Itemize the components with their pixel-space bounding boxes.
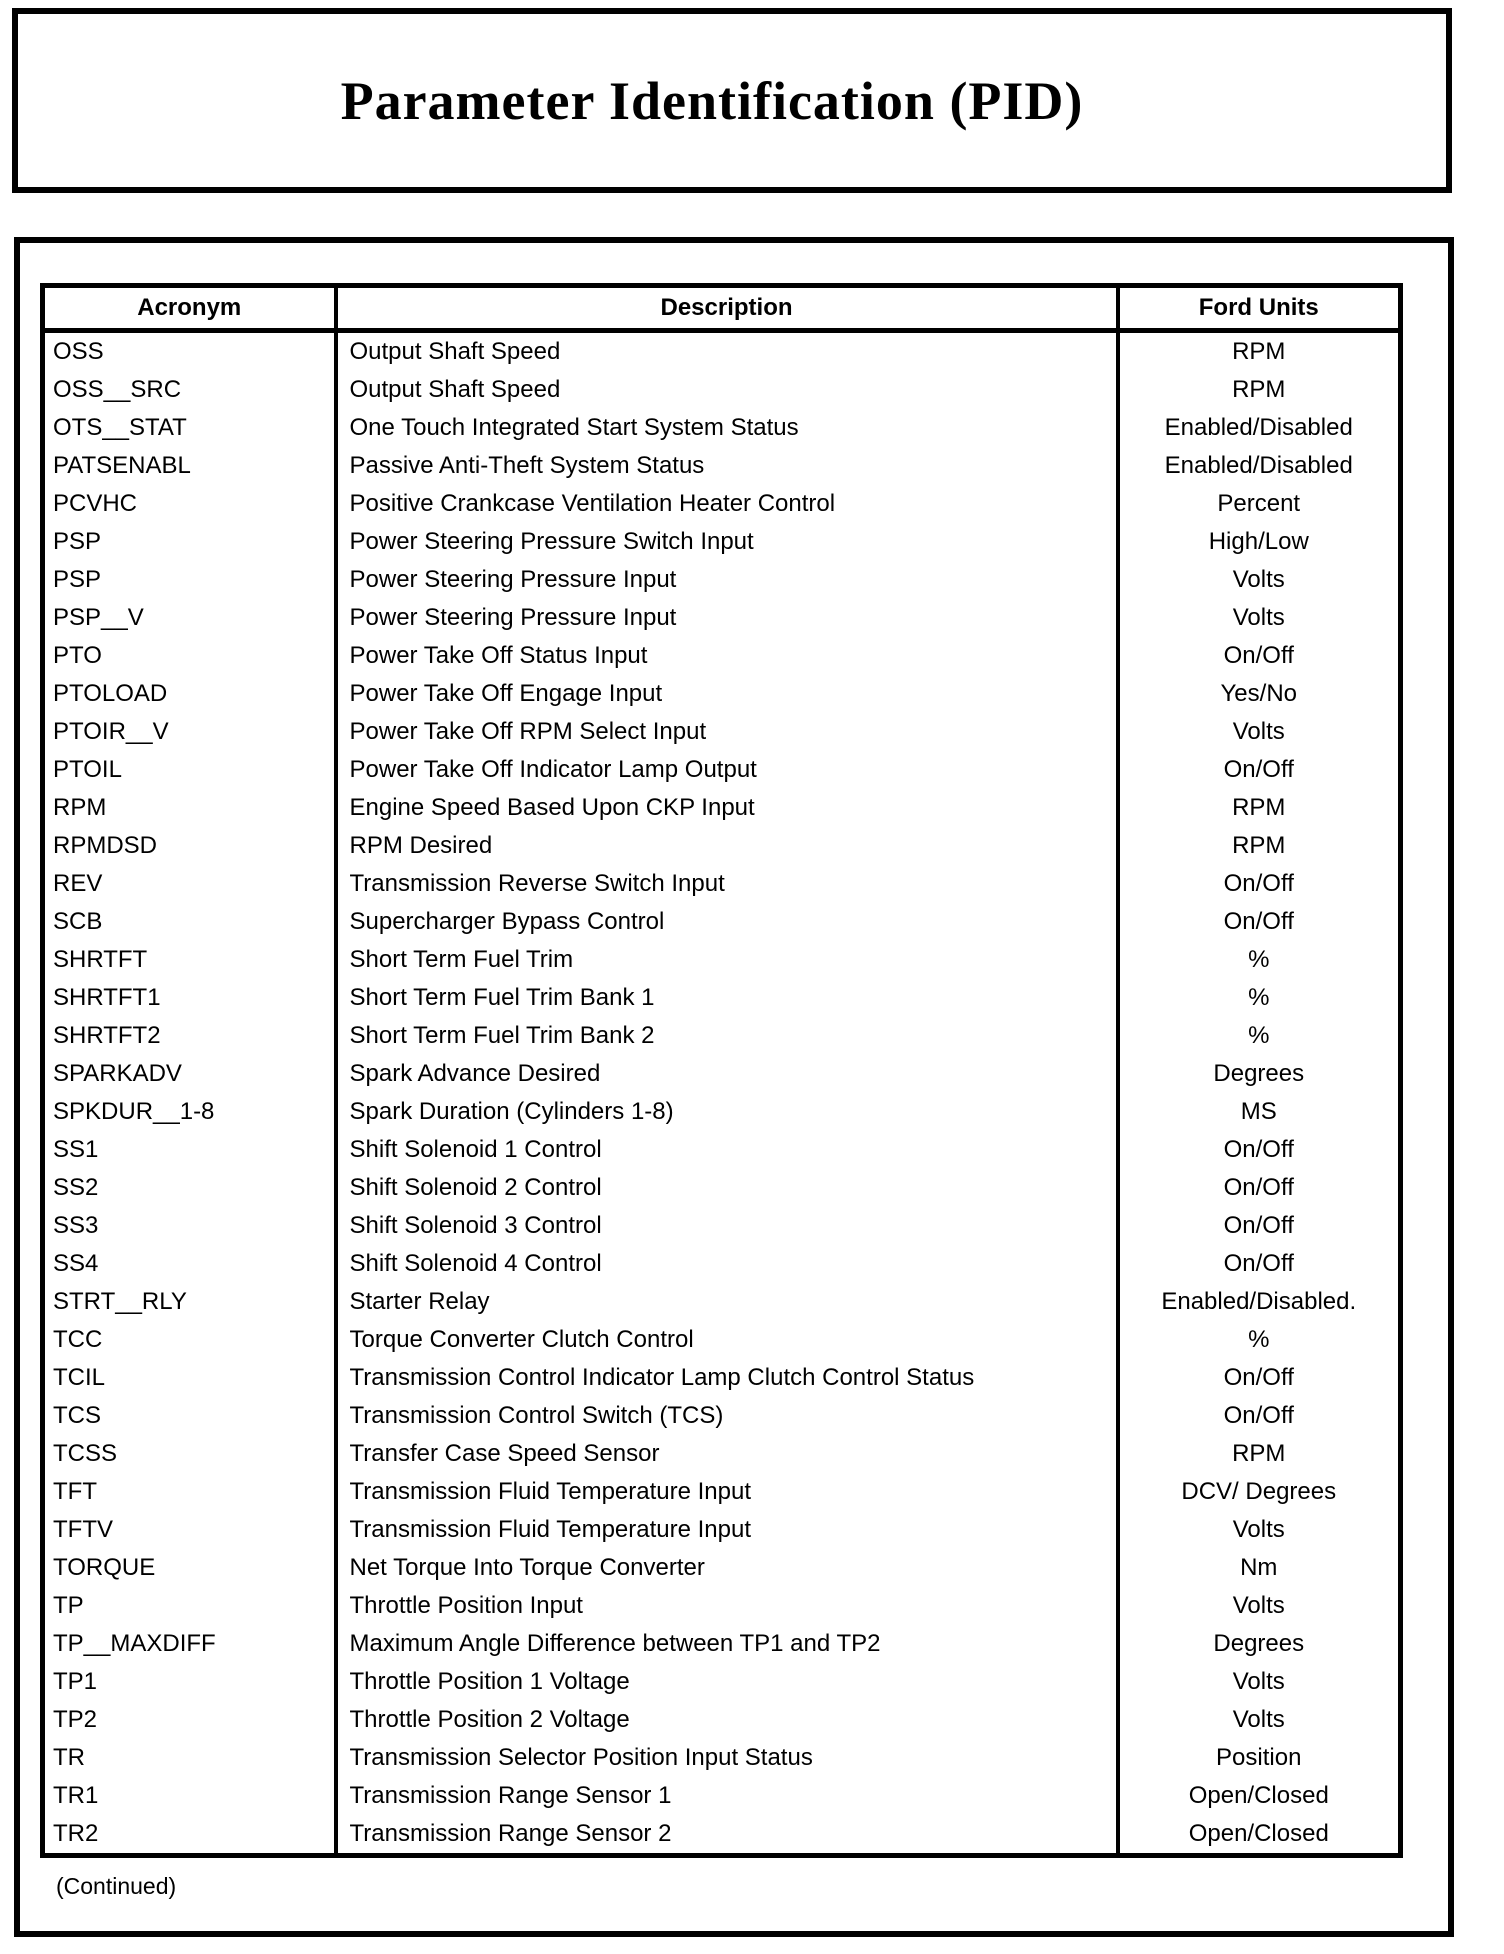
acronym-cell: TP2 — [43, 1701, 336, 1739]
units-cell: Volts — [1232, 604, 1285, 631]
table-row — [43, 1511, 1401, 1549]
description-cell: Transmission Range Sensor 1 — [336, 1777, 1118, 1815]
table-row — [43, 941, 1401, 979]
table-row — [43, 1625, 1401, 1663]
table-row — [43, 1473, 1401, 1511]
acronym-cell: SHRTFT1 — [43, 979, 336, 1017]
table-row — [43, 1815, 1401, 1856]
units-cell: On/Off — [1223, 1174, 1294, 1201]
table-row — [43, 1549, 1401, 1587]
acronym-cell: TR1 — [43, 1777, 336, 1815]
acronym-cell: RPMDSD — [43, 827, 336, 865]
units-cell: DCV/ Degrees — [1181, 1478, 1337, 1505]
units-cell: Volts — [1232, 566, 1285, 593]
table-row — [43, 1207, 1401, 1245]
table-row — [43, 1435, 1401, 1473]
description-cell: Throttle Position Input — [336, 1587, 1118, 1625]
units-cell: Open/Closed — [1188, 1782, 1329, 1809]
units-cell: Volts — [1232, 1706, 1285, 1733]
table-container — [14, 237, 1454, 1937]
description-cell: Output Shaft Speed — [336, 371, 1118, 409]
description-cell: Transmission Control Indicator Lamp Clutch Control Status — [336, 1359, 1118, 1397]
description-cell: Output Shaft Speed — [336, 331, 1118, 372]
units-cell: % — [1248, 984, 1270, 1011]
units-cell: Open/Closed — [1188, 1820, 1329, 1847]
units-cell: Yes/No — [1220, 680, 1297, 707]
acronym-cell: TR2 — [43, 1815, 336, 1856]
acronym-cell: SHRTFT — [43, 941, 336, 979]
units-cell: Nm — [1240, 1554, 1278, 1581]
acronym-cell: PATSENABL — [43, 447, 336, 485]
column-header-acronym: Acronym — [43, 286, 336, 331]
table-row — [43, 1283, 1401, 1321]
table-row — [43, 523, 1401, 561]
table-row — [43, 1397, 1401, 1435]
units-cell: % — [1248, 1326, 1270, 1353]
units-cell: On/Off — [1223, 1136, 1294, 1163]
table-row — [43, 1055, 1401, 1093]
table-row — [43, 1739, 1401, 1777]
acronym-cell: TFTV — [43, 1511, 336, 1549]
column-header-description: Description — [336, 286, 1118, 331]
table-row — [43, 675, 1401, 713]
acronym-cell: SPKDUR__1-8 — [43, 1093, 336, 1131]
acronym-cell: PTOIR__V — [43, 713, 336, 751]
units-cell: On/Off — [1223, 1402, 1294, 1429]
description-cell: Starter Relay — [336, 1283, 1118, 1321]
description-cell: Short Term Fuel Trim Bank 2 — [336, 1017, 1118, 1055]
units-cell: Position — [1216, 1744, 1302, 1771]
table-row — [43, 1359, 1401, 1397]
acronym-cell: TCIL — [43, 1359, 336, 1397]
acronym-cell: SS4 — [43, 1245, 336, 1283]
acronym-cell: SCB — [43, 903, 336, 941]
description-cell: Power Take Off Status Input — [336, 637, 1118, 675]
table-row — [43, 485, 1401, 523]
description-cell: Spark Advance Desired — [336, 1055, 1118, 1093]
table-row — [43, 447, 1401, 485]
units-cell: Enabled/Disabled. — [1161, 1288, 1357, 1315]
units-cell: On/Off — [1223, 642, 1294, 669]
table-row — [43, 865, 1401, 903]
description-cell: Shift Solenoid 1 Control — [336, 1131, 1118, 1169]
description-cell: Shift Solenoid 2 Control — [336, 1169, 1118, 1207]
description-cell: Passive Anti-Theft System Status — [336, 447, 1118, 485]
description-cell: Power Steering Pressure Input — [336, 561, 1118, 599]
description-cell: Power Steering Pressure Switch Input — [336, 523, 1118, 561]
description-cell: Power Take Off Engage Input — [336, 675, 1118, 713]
table-row — [43, 1777, 1401, 1815]
description-cell: Spark Duration (Cylinders 1-8) — [336, 1093, 1118, 1131]
table-row — [43, 713, 1401, 751]
acronym-cell: OSS__SRC — [43, 371, 336, 409]
table-row — [43, 1245, 1401, 1283]
description-cell: One Touch Integrated Start System Status — [336, 409, 1118, 447]
description-cell: Shift Solenoid 4 Control — [336, 1245, 1118, 1283]
units-cell: % — [1248, 946, 1270, 973]
acronym-cell: SHRTFT2 — [43, 1017, 336, 1055]
units-cell: Volts — [1232, 718, 1285, 745]
page-title: Parameter Identification (PID) — [340, 70, 1084, 131]
acronym-cell: PSP — [43, 523, 336, 561]
acronym-cell: TR — [43, 1739, 336, 1777]
units-cell: Degrees — [1213, 1630, 1305, 1657]
units-cell: Volts — [1232, 1668, 1285, 1695]
description-cell: Short Term Fuel Trim Bank 1 — [336, 979, 1118, 1017]
acronym-cell: TP__MAXDIFF — [43, 1625, 336, 1663]
table-row — [43, 371, 1401, 409]
column-header-ford-units: Ford Units — [1118, 286, 1401, 331]
units-cell: % — [1248, 1022, 1270, 1049]
description-cell: Transmission Selector Position Input Status — [336, 1739, 1118, 1777]
units-cell: RPM — [1232, 338, 1286, 365]
description-cell: RPM Desired — [336, 827, 1118, 865]
table-row — [43, 599, 1401, 637]
continued-note: (Continued) — [56, 1873, 177, 1899]
acronym-cell: PSP — [43, 561, 336, 599]
acronym-cell: TCSS — [43, 1435, 336, 1473]
units-cell: Degrees — [1213, 1060, 1305, 1087]
units-cell: On/Off — [1223, 756, 1294, 783]
table-row — [43, 1093, 1401, 1131]
units-cell: RPM — [1232, 832, 1286, 859]
table-row — [43, 1017, 1401, 1055]
acronym-cell: TP — [43, 1587, 336, 1625]
units-cell: Enabled/Disabled — [1164, 414, 1353, 441]
acronym-cell: PTOIL — [43, 751, 336, 789]
units-cell: On/Off — [1223, 1250, 1294, 1277]
description-cell: Throttle Position 2 Voltage — [336, 1701, 1118, 1739]
description-cell: Engine Speed Based Upon CKP Input — [336, 789, 1118, 827]
description-cell: Transfer Case Speed Sensor — [336, 1435, 1118, 1473]
units-cell: On/Off — [1223, 1212, 1294, 1239]
units-cell: On/Off — [1223, 908, 1294, 935]
description-cell: Transmission Range Sensor 2 — [336, 1815, 1118, 1856]
description-cell: Maximum Angle Difference between TP1 and TP2 — [336, 1625, 1118, 1663]
acronym-cell: TORQUE — [43, 1549, 336, 1587]
units-cell: RPM — [1232, 376, 1286, 403]
description-cell: Throttle Position 1 Voltage — [336, 1663, 1118, 1701]
units-cell: Volts — [1232, 1516, 1285, 1543]
acronym-cell: TCS — [43, 1397, 336, 1435]
table-row — [43, 1701, 1401, 1739]
acronym-cell: STRT__RLY — [43, 1283, 336, 1321]
description-cell: Positive Crankcase Ventilation Heater Control — [336, 485, 1118, 523]
table-row — [43, 637, 1401, 675]
units-cell: RPM — [1232, 1440, 1286, 1467]
acronym-cell: TFT — [43, 1473, 336, 1511]
acronym-cell: SS1 — [43, 1131, 336, 1169]
table-row — [43, 331, 1401, 372]
table-body — [43, 331, 1401, 1856]
acronym-cell: OSS — [43, 331, 336, 372]
description-cell: Shift Solenoid 3 Control — [336, 1207, 1118, 1245]
acronym-cell: SS2 — [43, 1169, 336, 1207]
description-cell: Transmission Control Switch (TCS) — [336, 1397, 1118, 1435]
table-row — [43, 903, 1401, 941]
description-cell: Supercharger Bypass Control — [336, 903, 1118, 941]
table-row — [43, 1663, 1401, 1701]
description-cell: Transmission Fluid Temperature Input — [336, 1473, 1118, 1511]
units-cell: Enabled/Disabled — [1164, 452, 1353, 479]
table-header-row — [43, 286, 1401, 331]
table-row — [43, 1587, 1401, 1625]
description-cell: Net Torque Into Torque Converter — [336, 1549, 1118, 1587]
description-cell: Transmission Reverse Switch Input — [336, 865, 1118, 903]
description-cell: Short Term Fuel Trim — [336, 941, 1118, 979]
description-cell: Power Steering Pressure Input — [336, 599, 1118, 637]
units-cell: On/Off — [1223, 870, 1294, 897]
table-row — [43, 1131, 1401, 1169]
table-row — [43, 1169, 1401, 1207]
table-row — [43, 751, 1401, 789]
acronym-cell: TCC — [43, 1321, 336, 1359]
acronym-cell: PTO — [43, 637, 336, 675]
units-cell: MS — [1240, 1098, 1277, 1125]
description-cell: Power Take Off RPM Select Input — [336, 713, 1118, 751]
acronym-cell: OTS__STAT — [43, 409, 336, 447]
units-cell: RPM — [1232, 794, 1286, 821]
units-cell: On/Off — [1223, 1364, 1294, 1391]
units-cell: High/Low — [1208, 528, 1309, 555]
table-row — [43, 409, 1401, 447]
acronym-cell: PSP__V — [43, 599, 336, 637]
acronym-cell: REV — [43, 865, 336, 903]
acronym-cell: SS3 — [43, 1207, 336, 1245]
table-row — [43, 561, 1401, 599]
table-row — [43, 827, 1401, 865]
description-cell: Transmission Fluid Temperature Input — [336, 1511, 1118, 1549]
acronym-cell: SPARKADV — [43, 1055, 336, 1093]
table-row — [43, 789, 1401, 827]
acronym-cell: PTOLOAD — [43, 675, 336, 713]
pid-table — [40, 283, 1403, 1858]
table-row — [43, 979, 1401, 1017]
title-box — [12, 8, 1452, 193]
acronym-cell: PCVHC — [43, 485, 336, 523]
units-cell: Percent — [1217, 490, 1301, 517]
table-row — [43, 1321, 1401, 1359]
units-cell: Volts — [1232, 1592, 1285, 1619]
description-cell: Power Take Off Indicator Lamp Output — [336, 751, 1118, 789]
description-cell: Torque Converter Clutch Control — [336, 1321, 1118, 1359]
acronym-cell: TP1 — [43, 1663, 336, 1701]
acronym-cell: RPM — [43, 789, 336, 827]
